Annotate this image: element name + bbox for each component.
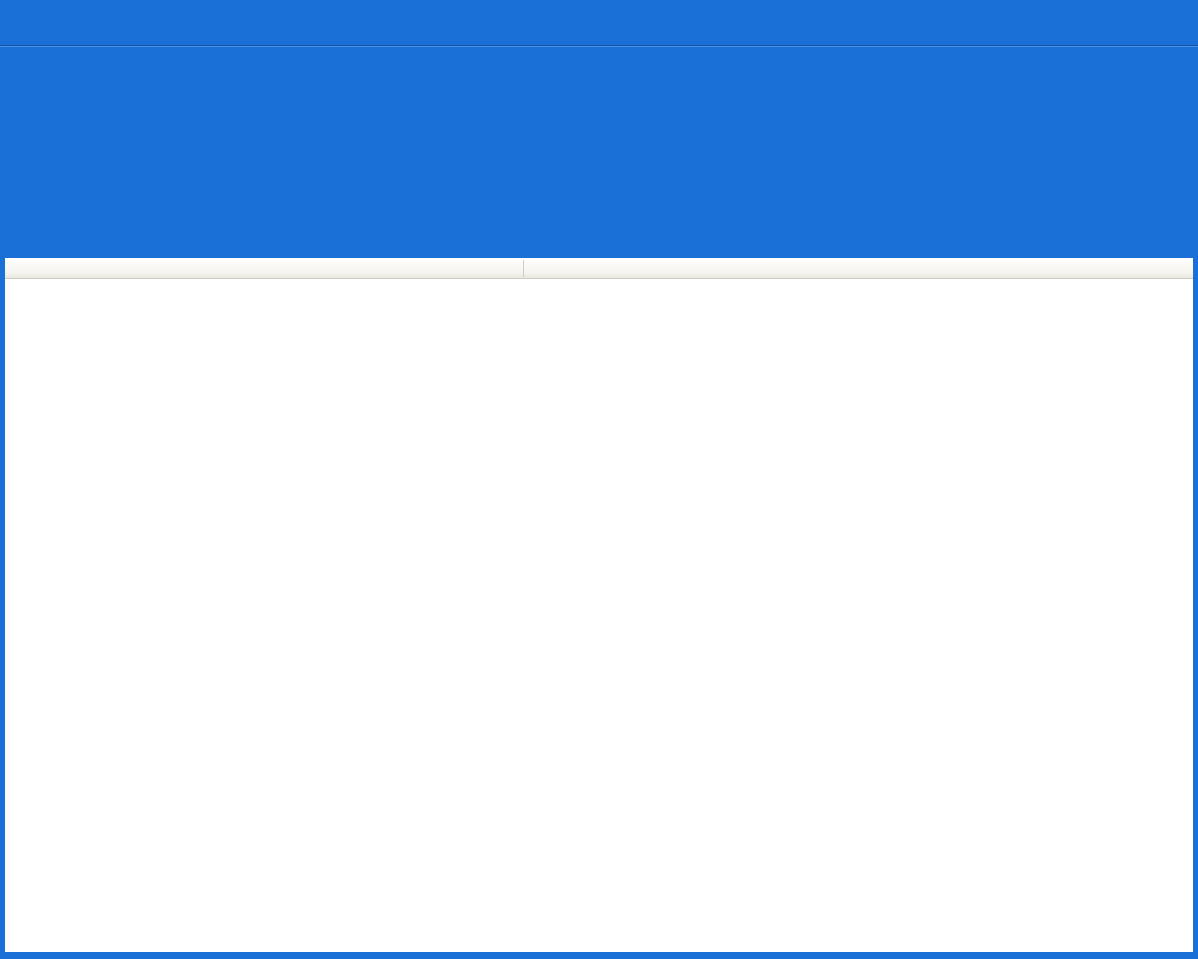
- results-table: [5, 258, 1193, 952]
- table-header: [5, 258, 1193, 279]
- column-divider[interactable]: [523, 260, 524, 277]
- window-description-header: [0, 0, 1198, 45]
- header-divider-highlight: [0, 46, 1198, 47]
